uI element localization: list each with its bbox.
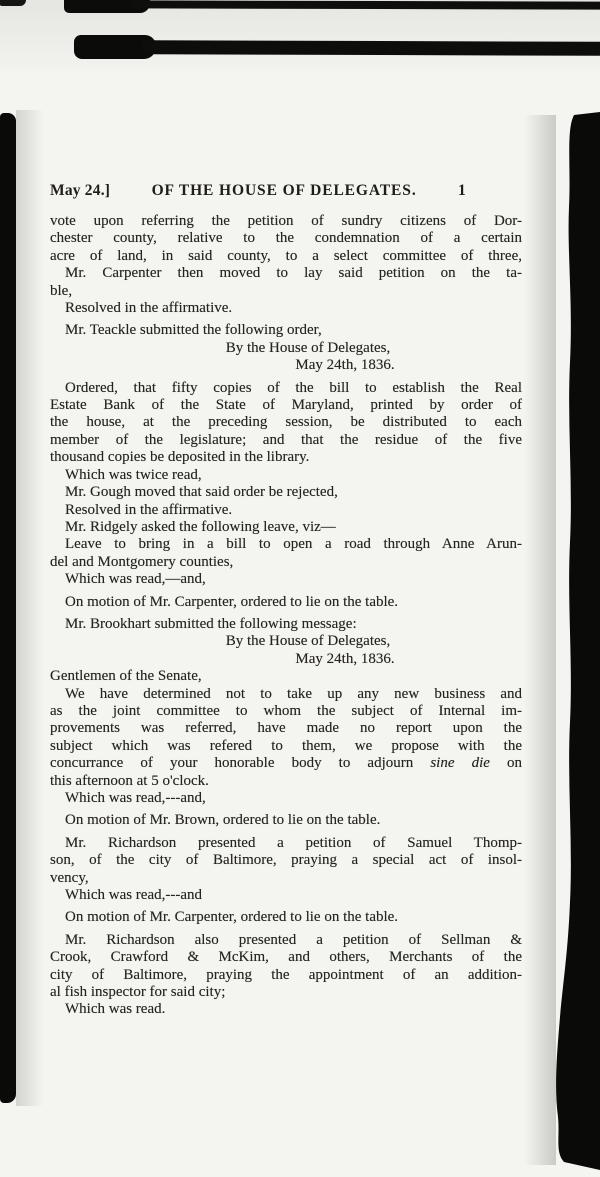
text-line: Mr. Teackle submitted the following order, bbox=[65, 322, 322, 339]
text-line: acre of land, in said county, to a select committee of three, bbox=[50, 247, 522, 264]
text-line: city of Baltimore, praying the appointment of an addition- bbox=[50, 966, 522, 983]
text-line: this afternoon at 5 o'clock. bbox=[50, 772, 209, 789]
text-line bbox=[50, 755, 522, 772]
text-line: On motion of Mr. Carpenter, ordered to lie on the table. bbox=[65, 593, 399, 610]
text-line: Resolved in the affirmative. bbox=[65, 300, 233, 317]
header-title: OF THE HOUSE OF DELEGATES. bbox=[151, 182, 417, 199]
text-line: On motion of Mr. Carpenter, ordered to lie on the table. bbox=[65, 909, 399, 926]
text-line: Gentlemen of the Senate, bbox=[50, 668, 202, 685]
scan-corner-speck bbox=[0, 0, 26, 6]
text-line: Estate Bank of the State of Maryland, printed by order of bbox=[50, 397, 522, 414]
text-line: We have determined not to take up any new business and bbox=[65, 685, 522, 702]
page-content bbox=[50, 182, 522, 1019]
text-line: chester county, relative to the condemnation of a certain bbox=[50, 230, 522, 247]
text-line: vency, bbox=[50, 869, 89, 886]
text-line: Resolved in the affirmative. bbox=[65, 501, 233, 518]
text-line: al fish inspector for said city; bbox=[50, 984, 226, 1001]
scan-left-shadow bbox=[16, 110, 44, 1106]
scan-right-edge-ink bbox=[550, 112, 600, 1172]
italic-phrase: sine die bbox=[430, 755, 490, 772]
header-date: May 24.] bbox=[50, 182, 111, 199]
text-line: Crook, Crawford & McKim, and others, Merchants of the bbox=[50, 949, 522, 966]
text-line: vote upon referring the petition of sundry citizens of Dor- bbox=[50, 213, 522, 229]
text-line: May 24th, 1836. bbox=[295, 650, 395, 667]
text-line: Mr. Richardson also presented a petition of Sellman & bbox=[65, 931, 522, 948]
text-segment: on bbox=[489, 755, 522, 772]
text-line: member of the legislature; and that the residue of the five bbox=[50, 431, 522, 448]
text-line: Mr. Richardson presented a petition of Samuel Thomp- bbox=[65, 834, 522, 851]
text-line: del and Montgomery counties, bbox=[50, 553, 234, 570]
text-line: May 24th, 1836. bbox=[295, 357, 395, 374]
text-line: Mr. Carpenter then moved to lay said petition on the ta- bbox=[65, 265, 522, 282]
text-line: Mr. Brookhart submitted the following message: bbox=[65, 615, 357, 632]
text-line: provements was referred, have made no report upon the bbox=[50, 720, 522, 737]
text-line: Ordered, that fifty copies of the bill to establish the Real bbox=[65, 379, 522, 396]
text-line: thousand copies be deposited in the library. bbox=[50, 449, 310, 466]
text-line: Which was read,—and, bbox=[65, 571, 206, 588]
text-line: son, of the city of Baltimore, praying a special act of insol- bbox=[50, 852, 522, 869]
text-segment: concurrance of your honorable body to adjourn bbox=[50, 755, 431, 772]
text-line: Which was read,---and bbox=[65, 887, 203, 904]
text-line: Mr. Ridgely asked the following leave, viz— bbox=[65, 518, 336, 535]
text-line: Which was read. bbox=[65, 1001, 166, 1018]
text-line: On motion of Mr. Brown, ordered to lie on the table. bbox=[65, 812, 381, 829]
text-line: By the House of Delegates, bbox=[225, 633, 391, 650]
header-page-number: 1 bbox=[458, 182, 466, 199]
scan-binding-bar bbox=[0, 113, 16, 1103]
page-header bbox=[50, 182, 522, 200]
text-line: By the House of Delegates, bbox=[225, 339, 391, 356]
text-line: Which was twice read, bbox=[65, 466, 202, 483]
scan-top-streak-1-tail bbox=[132, 0, 600, 9]
text-line: the house, at the preceding session, be distributed to each bbox=[50, 414, 522, 431]
text-line: Mr. Gough moved that said order be rejected, bbox=[65, 484, 338, 501]
text-line: Leave to bring in a bill to open a road through Anne Arun- bbox=[65, 536, 522, 553]
text-line: ble, bbox=[50, 282, 73, 299]
text-line: Which was read,---and, bbox=[65, 790, 206, 806]
text-line: subject which was refered to them, we propose with the bbox=[50, 737, 522, 754]
body-text bbox=[50, 213, 522, 1019]
scan-top-streak-2-tail bbox=[142, 40, 600, 56]
text-line: as the joint committee to whom the subject of Internal im- bbox=[50, 702, 522, 719]
